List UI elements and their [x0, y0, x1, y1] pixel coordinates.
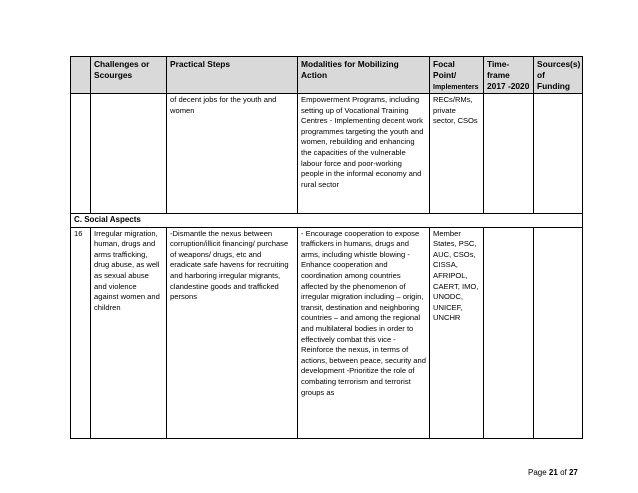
header-practical-steps: Practical Steps	[167, 57, 298, 94]
cell-number: 16	[71, 227, 91, 438]
header-timeframe-line1: Time-frame	[487, 59, 510, 80]
cell-number	[71, 94, 91, 214]
cell-sources	[534, 227, 583, 438]
header-challenges: Challenges or Scourges	[91, 57, 167, 94]
header-modalities: Modalities for Mobilizing Action	[298, 57, 430, 94]
table-row	[71, 94, 583, 214]
cell-modalities: - Encourage cooperation to expose traffickers in humans, drugs and arms, including whistle blowing -Enhance cooperation and coordination among countries affected by the phenomenon of irregular migration including – origin, transit, destination and neighboring countries – and among the regional and multilateral bodies in order to effectively combat this vice -Reinforce the nexus, in terms of actions, between peace, security and development -Prioritize the role of combating terrorism and terrorist groups as	[298, 227, 430, 438]
cell-challenges: Irregular migration, human, drugs and arms trafficking, drug abuse, as well as sexual abuse and violence against women and children	[91, 227, 167, 438]
cell-practical-steps: -Dismantle the nexus between corruption/illicit financing/ purchase of weapons/ drugs, etc and eradicate safe havens for recruiting and harboring irregular migrants, clandestine goods and trafficked persons	[167, 227, 298, 438]
cell-modalities: Empowerment Programs, including setting up of Vocational Training Centres - Implementing decent work programmes targeting the youth and women, rebuilding and enhancing the capacities of the vulnerable labour force and poor-working people in the informal economy and rural sector	[298, 94, 430, 214]
section-row	[71, 214, 583, 228]
header-focal-point-line1: Focal Point/	[433, 59, 457, 80]
footer-page-number: 21	[548, 468, 558, 477]
footer-page-word: Page	[528, 468, 547, 477]
page-footer	[528, 468, 578, 477]
header-focal-point-line2: Implementers	[433, 84, 479, 91]
footer-total-pages: 27	[568, 468, 578, 477]
cell-timeframe	[484, 227, 534, 438]
header-focal-point	[430, 57, 484, 94]
cell-focal-point: Member States, PSC, AUC, CSOs, CISSA, AFRIPOL, CAERT, IMO, UNODC, UNICEF, UNCHR	[430, 227, 484, 438]
table-header-row	[71, 57, 583, 94]
cell-timeframe	[484, 94, 534, 214]
section-heading: C. Social Aspects	[71, 214, 583, 228]
header-timeframe	[484, 57, 534, 94]
cell-focal-point: RECs/RMs, private sector, CSOs	[430, 94, 484, 214]
cell-challenges	[91, 94, 167, 214]
footer-of-word: of	[560, 468, 567, 477]
cell-practical-steps: of decent jobs for the youth and women	[167, 94, 298, 214]
action-plan-table	[70, 56, 583, 439]
header-number	[71, 57, 91, 94]
header-sources: Sources(s) of Funding	[534, 57, 583, 94]
cell-sources	[534, 94, 583, 214]
header-timeframe-line2: 2017 -2020	[487, 81, 530, 91]
table-row	[71, 227, 583, 438]
